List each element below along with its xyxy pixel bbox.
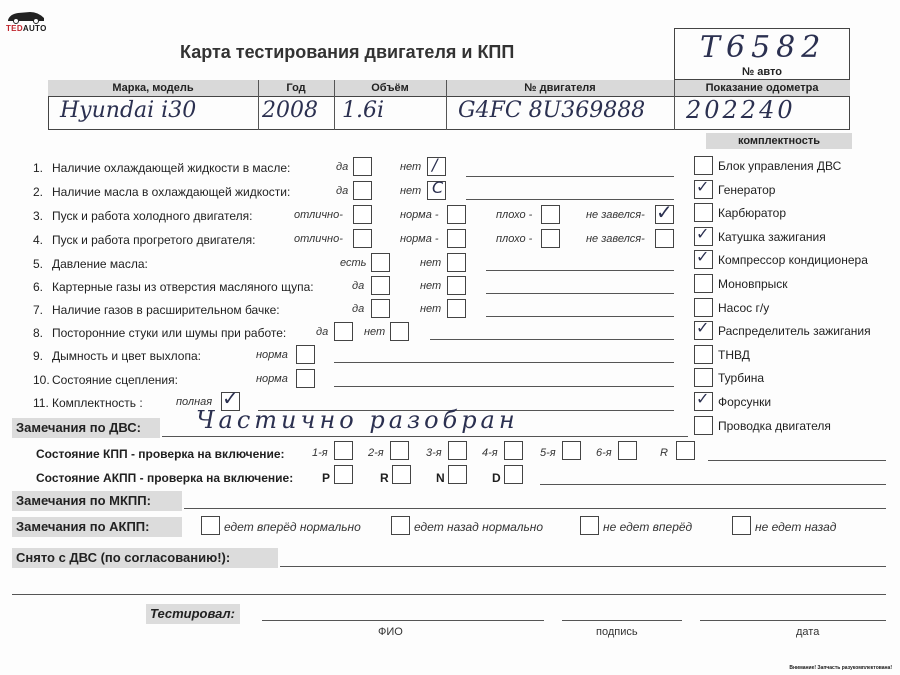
opt-excellent-3: отлично- — [294, 209, 343, 221]
opt-full-11: полная — [176, 396, 213, 408]
tested-label: Тестировал: — [150, 606, 235, 621]
checkbox-bad-3[interactable] — [541, 205, 560, 224]
check-number: 9. — [33, 349, 44, 363]
kpp-gear-label: 1-я — [312, 447, 328, 459]
check-label: Посторонние стуки или шумы при работе: — [52, 326, 287, 340]
completeness-mark: ✓ — [696, 247, 710, 266]
opt-yes-6: да — [352, 280, 365, 292]
check-label: Состояние сцепления: — [52, 373, 178, 387]
remarks-mkpp-label: Замечания по МКПП: — [16, 493, 151, 508]
opt-not-started-3: не завелся- — [586, 209, 645, 221]
completeness-mark: ✓ — [696, 224, 710, 243]
completeness-checkbox[interactable] — [694, 203, 713, 222]
vehicle-odometer: 202240 — [686, 96, 796, 124]
completeness-item-label: Карбюратор — [718, 206, 787, 220]
opt-normal-10: норма — [256, 373, 288, 385]
kpp-gear-label: 4-я — [482, 447, 498, 459]
opt-not-started-4: не завелся- — [586, 233, 645, 245]
completeness-item-label: Форсунки — [718, 395, 772, 409]
auto-number-handwritten: T6582 — [700, 30, 827, 65]
opt-no-1: нет — [400, 161, 422, 173]
kpp-gear-checkbox[interactable] — [676, 441, 695, 460]
tested-signature: подпись — [596, 626, 638, 638]
check-label: Пуск и работа холодного двигателя: — [52, 209, 253, 223]
opt-normal-4: норма - — [400, 233, 439, 245]
removed-label: Снято с ДВС (по согласованию!): — [16, 550, 231, 565]
mark-not-started-3: ✓ — [656, 200, 673, 224]
brand-logo — [6, 8, 50, 36]
opt-no-2: нет — [400, 185, 422, 197]
completeness-checkbox[interactable] — [694, 298, 713, 317]
remarks-akpp-label: Замечания по АКПП: — [16, 519, 150, 534]
kpp-gear-label: 3-я — [426, 447, 442, 459]
kpp-gear-label: 5-я — [540, 447, 556, 459]
opt-no-8: нет — [364, 326, 386, 338]
akpp-opt-forward-ok: едет вперёд нормально — [224, 520, 361, 534]
completeness-checkbox[interactable] — [694, 416, 713, 435]
akpp-mode-label: P — [322, 471, 331, 485]
mark-no-1: / — [432, 155, 438, 174]
completeness-mark: ✓ — [696, 318, 710, 337]
opt-no-6: нет — [420, 280, 442, 292]
completeness-checkbox[interactable] — [694, 156, 713, 175]
mark-full-11: ✓ — [222, 386, 239, 410]
car-logo-icon — [6, 8, 46, 24]
remarks-dvs-label: Замечания по ДВС: — [16, 420, 141, 435]
opt-yes-2: да — [336, 185, 349, 197]
check-label: Давление масла: — [52, 257, 148, 271]
check-label: Картерные газы из отверстия масляного щупа: — [52, 280, 314, 294]
kpp-label: Состояние КПП - проверка на включение: — [36, 447, 285, 461]
opt-yes-7: да — [352, 303, 365, 315]
completeness-title: комплектность — [737, 135, 821, 147]
completeness-checkbox[interactable] — [694, 345, 713, 364]
kpp-gear-checkbox[interactable] — [390, 441, 409, 460]
opt-present-5: есть — [340, 257, 367, 269]
checkbox-yes-2[interactable] — [353, 181, 372, 200]
completeness-item-label: Моновпрыск — [718, 277, 788, 291]
akpp-mode-label: D — [492, 471, 501, 485]
completeness-checkbox[interactable] — [694, 274, 713, 293]
check-number: 6. — [33, 280, 44, 294]
check-label: Наличие масла в охлаждающей жидкости: — [52, 185, 291, 199]
checkbox-bad-4[interactable] — [541, 229, 560, 248]
kpp-gear-checkbox[interactable] — [562, 441, 581, 460]
check-number: 7. — [33, 303, 44, 317]
tested-fio: ФИО — [378, 626, 403, 638]
kpp-gear-checkbox[interactable] — [448, 441, 467, 460]
akpp-mode-checkbox[interactable] — [448, 465, 467, 484]
check-number: 1. — [33, 161, 44, 175]
checkbox-not-started-4[interactable] — [655, 229, 674, 248]
check-label: Дымность и цвет выхлопа: — [52, 349, 201, 363]
akpp-opt-backward-fail: не едет назад — [755, 520, 837, 534]
completeness-item-label: Проводка двигателя — [718, 419, 831, 433]
mark-no-2: С — [432, 178, 444, 197]
opt-yes-8: да — [316, 326, 329, 338]
check-label: Комплектность : — [52, 396, 143, 410]
tested-date: дата — [796, 626, 820, 638]
brand-name: TEDAUTO — [6, 24, 47, 33]
checkbox-no-5[interactable] — [447, 253, 466, 272]
check-label: Пуск и работа прогретого двигателя: — [52, 233, 256, 247]
check-number: 10. — [33, 373, 50, 387]
checkbox-yes-6[interactable] — [371, 276, 390, 295]
vehicle-model: Hyundai i30 — [60, 98, 197, 123]
vehicle-engine-no: G4FC 8U369888 — [458, 98, 646, 123]
opt-bad-3: плохо - — [496, 209, 533, 221]
kpp-gear-label: 6-я — [596, 447, 612, 459]
vehicle-volume: 1.6i — [342, 98, 385, 123]
opt-normal-3: норма - — [400, 209, 439, 221]
checkbox-forward-fail[interactable] — [580, 516, 599, 535]
col-engine: № двигателя — [524, 82, 596, 94]
completeness-item-label: Распределитель зажигания — [718, 324, 871, 338]
opt-bad-4: плохо - — [496, 233, 533, 245]
kpp-gear-label: R — [660, 447, 668, 459]
checkbox-backward-ok[interactable] — [391, 516, 410, 535]
kpp-gear-label: 2-я — [368, 447, 384, 459]
vehicle-year: 2008 — [262, 98, 318, 123]
checkbox-backward-fail[interactable] — [732, 516, 751, 535]
auto-number-label: № авто — [741, 66, 782, 78]
checkbox-present-5[interactable] — [371, 253, 390, 272]
completeness-checkbox[interactable] — [694, 368, 713, 387]
checkbox-yes-7[interactable] — [371, 299, 390, 318]
col-year: Год — [286, 82, 306, 94]
akpp-opt-backward-ok: едет назад нормально — [414, 520, 544, 534]
opt-normal-9: норма — [256, 349, 288, 361]
opt-no-7: нет — [420, 303, 442, 315]
checkbox-normal-10[interactable] — [296, 369, 315, 388]
checkbox-no-6[interactable] — [447, 276, 466, 295]
akpp-label: Состояние АКПП - проверка на включение: — [36, 471, 294, 485]
checkbox-no-8[interactable] — [390, 322, 409, 341]
akpp-mode-checkbox[interactable] — [392, 465, 411, 484]
checkbox-excellent-3[interactable] — [353, 205, 372, 224]
akpp-opt-forward-fail: не едет вперёд — [603, 520, 693, 534]
footer-warning: Внимание! Запчасть разукомплектована! — [789, 665, 892, 671]
remarks-dvs-text[interactable]: Частично разобран — [196, 406, 519, 434]
check-number: 5. — [33, 257, 44, 271]
checkbox-yes-8[interactable] — [334, 322, 353, 341]
check-number: 4. — [33, 233, 44, 247]
opt-yes-1: да — [336, 161, 349, 173]
akpp-mode-checkbox[interactable] — [504, 465, 523, 484]
kpp-gear-checkbox[interactable] — [504, 441, 523, 460]
kpp-gear-checkbox[interactable] — [334, 441, 353, 460]
akpp-mode-label: R — [380, 471, 389, 485]
completeness-item-label: Компрессор кондиционера — [718, 253, 868, 267]
completeness-item-label: ТНВД — [718, 348, 750, 362]
akpp-mode-label: N — [436, 471, 445, 485]
completeness-item-label: Генератор — [718, 183, 776, 197]
checkbox-normal-9[interactable] — [296, 345, 315, 364]
checkbox-excellent-4[interactable] — [353, 229, 372, 248]
col-volume: Объём — [371, 82, 409, 94]
opt-no-5: нет — [420, 257, 442, 269]
check-label: Наличие газов в расширительном бачке: — [52, 303, 280, 317]
checkbox-normal-3[interactable] — [447, 205, 466, 224]
completeness-item-label: Катушка зажигания — [718, 230, 826, 244]
checkbox-yes-1[interactable] — [353, 157, 372, 176]
completeness-mark: ✓ — [696, 177, 710, 196]
checkbox-normal-4[interactable] — [447, 229, 466, 248]
akpp-mode-checkbox[interactable] — [334, 465, 353, 484]
completeness-item-label: Насос г/у — [718, 301, 770, 315]
col-odometer: Показание одометра — [705, 82, 819, 94]
check-number: 3. — [33, 209, 44, 223]
completeness-item-label: Турбина — [718, 371, 765, 385]
check-label: Наличие охлаждающей жидкости в масле: — [52, 161, 291, 175]
checkbox-forward-ok[interactable] — [201, 516, 220, 535]
checkbox-no-7[interactable] — [447, 299, 466, 318]
kpp-gear-checkbox[interactable] — [618, 441, 637, 460]
page-title: Карта тестирования двигателя и КПП — [180, 42, 515, 62]
completeness-mark: ✓ — [696, 389, 710, 408]
col-model: Марка, модель — [112, 82, 194, 94]
check-number: 2. — [33, 185, 44, 199]
check-number: 11. — [33, 396, 49, 410]
opt-excellent-4: отлично- — [294, 233, 343, 245]
check-number: 8. — [33, 326, 44, 340]
completeness-item-label: Блок управления ДВС — [718, 159, 842, 173]
